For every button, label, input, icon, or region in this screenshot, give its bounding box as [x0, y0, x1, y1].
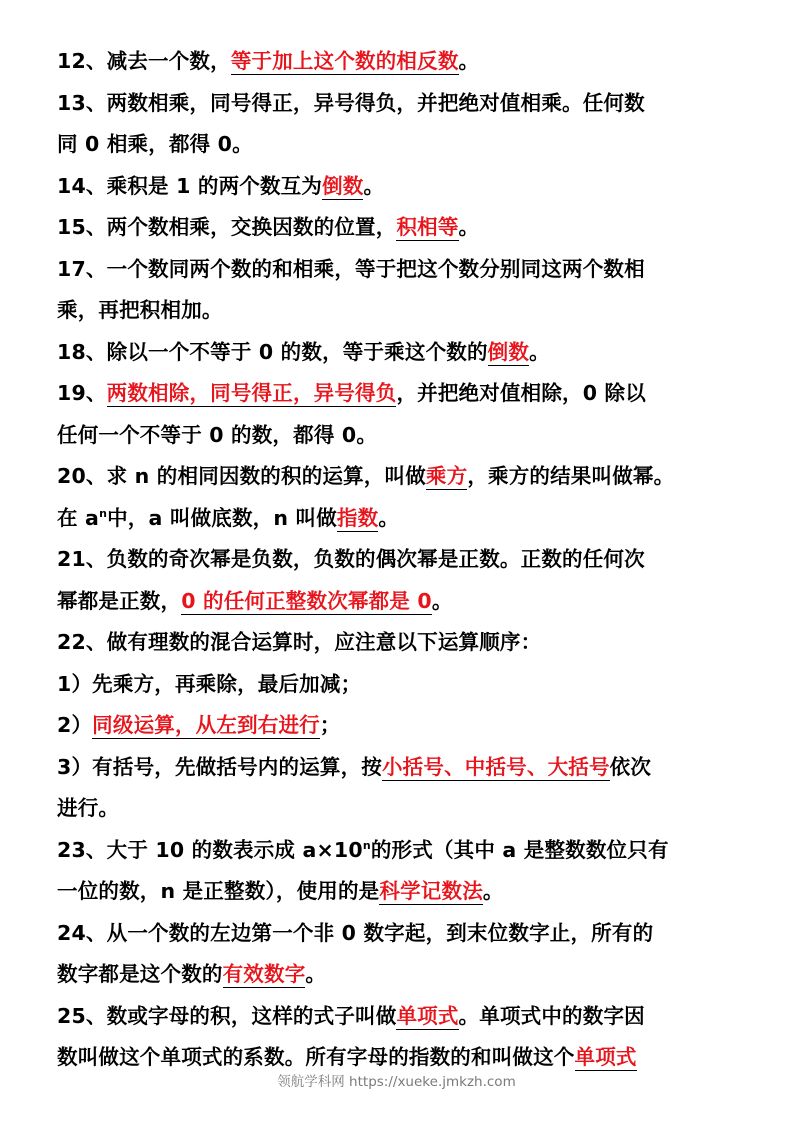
highlighted-answer: 单项式	[396, 1003, 459, 1028]
line-text: 21、负数的奇次幂是负数，负数的偶次幂是正数。正数的任何次	[57, 547, 645, 571]
line-text: 15、两个数相乘，交换因数的位置，	[57, 215, 397, 239]
text-line	[57, 747, 747, 789]
text-line	[57, 124, 747, 166]
line-text: 13、两数相乘，同号得正，异号得负，并把绝对值相乘。任何数	[57, 90, 645, 115]
line-text: 进行。	[57, 796, 120, 820]
line-text: ；	[319, 713, 341, 737]
text-line	[57, 415, 747, 457]
footer-watermark: 领航学科网 https://xueke.jmkzh.com	[277, 1074, 516, 1090]
text-line	[57, 332, 747, 374]
line-text: 依次	[609, 754, 652, 779]
highlighted-answer: 有效数字	[222, 962, 306, 986]
line-text: 。	[305, 962, 327, 986]
line-text: 。	[458, 215, 480, 239]
text-line	[57, 41, 747, 83]
line-text: 12、减去一个数，	[57, 49, 231, 73]
highlighted-answer: 0 的任何正整数次幂都是 0	[181, 588, 432, 613]
superscript-exponent: n	[99, 506, 108, 520]
line-text: ，并把绝对值相除，0 除以	[396, 381, 646, 405]
line-text: 任何一个不等于 0 的数，都得 0。	[57, 422, 378, 447]
text-line	[57, 581, 747, 623]
text-line	[57, 498, 747, 540]
line-text: 。单项式中的数字因	[458, 1003, 645, 1028]
line-text: 数字都是这个数的	[57, 962, 223, 986]
highlighted-answer: 同级运算，从左到右进行	[92, 713, 320, 737]
text-line	[57, 830, 747, 872]
line-text: 数叫做这个单项式的系数。所有字母的指数的和叫做这个	[57, 1045, 575, 1069]
line-text: 中，a 叫做底数，n 叫做	[107, 505, 337, 530]
highlighted-answer: 小括号、中括号、大括号	[381, 754, 610, 779]
highlighted-answer: 等于加上这个数的相反数	[230, 49, 459, 73]
highlighted-answer: 倒数	[487, 339, 530, 364]
line-text: 幂都是正数，	[57, 588, 182, 613]
line-text: 2）	[57, 713, 93, 737]
line-text: 。	[431, 588, 453, 613]
text-line	[57, 249, 747, 291]
line-text: 19、	[57, 381, 107, 405]
text-line	[57, 622, 747, 664]
text-line	[57, 166, 747, 208]
text-line	[57, 539, 747, 581]
line-text: 25、数或字母的积，这样的式子叫做	[57, 1003, 397, 1028]
text-line	[57, 290, 747, 332]
line-text: 一位的数，n 是正整数），使用的是	[57, 879, 380, 903]
line-text: 同 0 相乘，都得 0。	[57, 132, 253, 156]
line-text: 20、求 n 的相同因数的积的运算，叫做	[57, 464, 426, 488]
line-text: 14、乘积是 1 的两个数互为	[57, 173, 323, 198]
highlighted-answer: 单项式	[574, 1045, 637, 1069]
line-text: 18、除以一个不等于 0 的数，等于乘这个数的	[57, 339, 488, 364]
highlighted-answer: 科学记数法	[379, 879, 483, 903]
line-text: 。	[363, 173, 385, 198]
text-line	[57, 373, 747, 415]
line-text: 22、做有理数的混合运算时，应注意以下运算顺序：	[57, 630, 542, 654]
line-text: 17、一个数同两个数的和相乘，等于把这个数分别同这两个数相	[57, 256, 645, 281]
superscript-exponent: n	[362, 838, 371, 852]
text-line	[57, 954, 747, 996]
document-body	[57, 41, 747, 1079]
line-text: 乘，再把积相加。	[57, 298, 223, 322]
highlighted-answer: 两数相除，同号得正，异号得负	[106, 381, 397, 405]
highlighted-answer: 指数	[336, 505, 379, 530]
line-text: 1）先乘方，再乘除，最后加减；	[57, 671, 362, 696]
text-line	[57, 207, 747, 249]
highlighted-answer: 倒数	[322, 173, 364, 198]
line-text: 。	[482, 879, 504, 903]
text-line	[57, 788, 747, 830]
line-text: 3）有括号，先做括号内的运算，按	[57, 754, 382, 779]
line-text: 。	[529, 339, 550, 364]
line-text: ，乘方的结果叫做幂。	[467, 464, 675, 488]
text-line	[57, 871, 747, 913]
line-text: 。	[458, 49, 480, 73]
text-line	[57, 664, 747, 706]
line-text: 24、从一个数的左边第一个非 0 数字起，到末位数字止，所有的	[57, 920, 654, 945]
text-line	[57, 705, 747, 747]
text-line	[57, 913, 747, 955]
text-line	[57, 456, 747, 498]
text-line	[57, 83, 747, 125]
line-text: 在 a	[57, 505, 100, 530]
line-text: 的形式（其中 a 是整数数位只有	[370, 837, 669, 862]
highlighted-answer: 积相等	[396, 215, 459, 239]
text-line	[57, 996, 747, 1038]
highlighted-answer: 乘方	[425, 464, 468, 488]
line-text: 23、大于 10 的数表示成 a×10	[57, 837, 363, 862]
line-text: 。	[378, 505, 400, 530]
